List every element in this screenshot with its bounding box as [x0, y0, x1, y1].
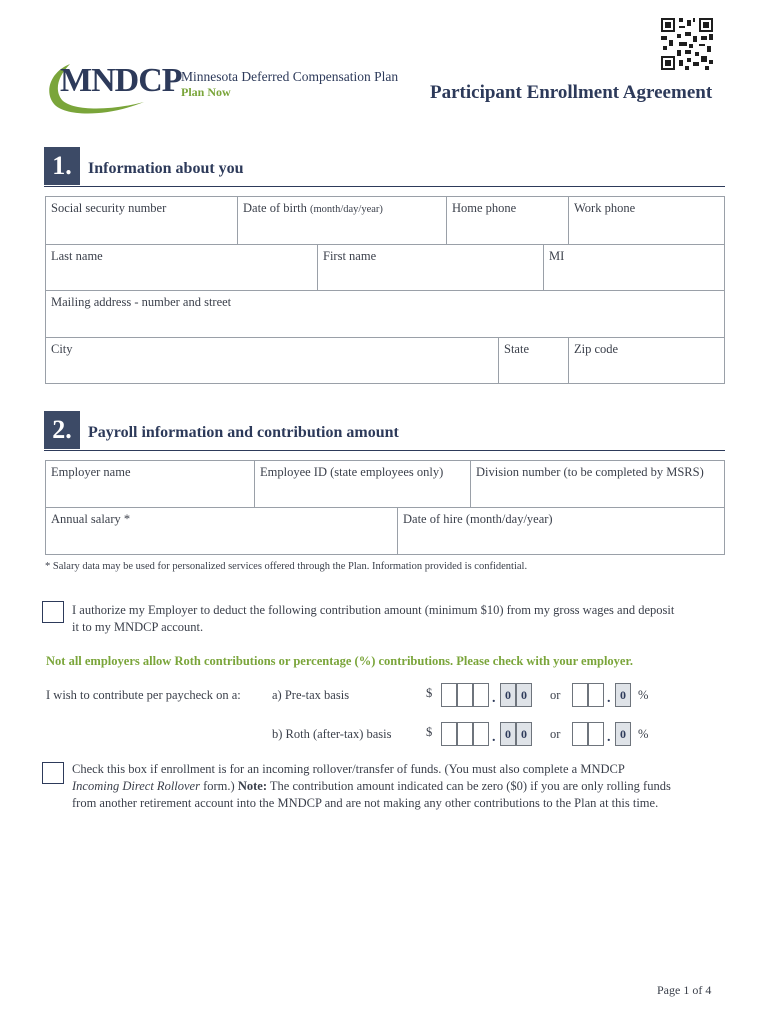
authorize-checkbox[interactable] — [42, 601, 64, 623]
date-of-hire-field[interactable] — [397, 508, 724, 554]
rollover-text — [72, 761, 671, 812]
section-title: Information about you — [88, 160, 244, 177]
rollover-line — [72, 778, 671, 795]
roth-percent-digit[interactable] — [572, 722, 588, 746]
grid-row — [46, 245, 724, 291]
decimal-point: . — [492, 691, 496, 706]
field-label: Employer name — [51, 465, 131, 479]
grid-row — [46, 338, 724, 383]
pretax-dollar-digit[interactable] — [457, 683, 473, 707]
pretax-dollar-digit[interactable] — [473, 683, 489, 707]
section-title: Payroll information and contribution amount — [88, 424, 399, 441]
grid-row — [46, 197, 724, 245]
authorize-text — [72, 602, 674, 636]
mailing-address-field[interactable] — [46, 291, 724, 337]
pretax-percent-digit[interactable] — [588, 683, 604, 707]
field-label: Zip code — [574, 342, 619, 356]
rollover-line: from another retirement account into the MNDCP and are not making any other contributions to the Plan at this time. — [72, 796, 659, 810]
field-label: Date of birth — [243, 201, 307, 215]
authorize-line: I authorize my Employer to deduct the following contribution amount (minimum $10) from my gross wages and deposit — [72, 603, 675, 617]
or-label: or — [550, 688, 561, 702]
decimal-point: . — [492, 730, 496, 745]
rollover-checkbox[interactable] — [42, 762, 64, 784]
percent-sign: % — [638, 727, 649, 741]
work-phone-field[interactable] — [568, 197, 724, 244]
annual-salary-field[interactable] — [46, 508, 397, 554]
field-label: Mailing address - number and street — [51, 295, 232, 309]
section-number: 1. — [44, 147, 80, 185]
field-label: Social security number — [51, 201, 167, 215]
percent-sign: % — [638, 688, 649, 702]
mi-field[interactable] — [543, 245, 724, 290]
first-name-field[interactable] — [317, 245, 543, 290]
rollover-text-fragment: form.) — [199, 779, 238, 793]
section-2-header — [44, 411, 725, 451]
roth-percent-decimal: 0 — [615, 722, 631, 746]
field-hint: (month/day/year) — [310, 204, 383, 215]
contribute-label: I wish to contribute per paycheck on a: — [46, 688, 241, 702]
roth-cents-digit: 0 — [500, 722, 516, 746]
decimal-point: . — [607, 691, 611, 706]
last-name-field[interactable] — [46, 245, 317, 290]
field-label: Date of hire (month/day/year) — [403, 512, 553, 526]
field-label: Last name — [51, 249, 103, 263]
city-field[interactable] — [46, 338, 498, 383]
logo-wordmark: MNDCP — [60, 62, 182, 99]
salary-footnote: * Salary data may be used for personalized services offered through the Plan. Information provided is confidential. — [45, 561, 528, 572]
pretax-percent-decimal: 0 — [615, 683, 631, 707]
note-label: Note: — [237, 779, 267, 793]
logo-plan-name: Minnesota Deferred Compensation Plan — [181, 69, 399, 84]
division-number-field[interactable] — [470, 461, 724, 507]
dollar-sign: $ — [426, 686, 433, 700]
authorize-line: it to my MNDCP account. — [72, 620, 204, 634]
field-label: Work phone — [574, 201, 636, 215]
section-1-header — [44, 147, 725, 187]
personal-info-grid — [45, 196, 725, 384]
rollover-line: Check this box if enrollment is for an incoming rollover/transfer of funds. (You must also complete a MNDCP — [72, 762, 625, 776]
field-label: First name — [323, 249, 377, 263]
roth-dollar-digit[interactable] — [473, 722, 489, 746]
rollover-form-name: Incoming Direct Rollover — [72, 779, 200, 793]
grid-row — [46, 461, 724, 508]
zip-field[interactable] — [568, 338, 724, 383]
page-number: Page 1 of 4 — [657, 983, 712, 997]
field-label: Annual salary * — [51, 512, 131, 526]
roth-label: b) Roth (after-tax) basis — [272, 727, 392, 741]
home-phone-field[interactable] — [446, 197, 568, 244]
pretax-label: a) Pre-tax basis — [272, 688, 350, 702]
roth-dollar-digit[interactable] — [457, 722, 473, 746]
dollar-sign: $ — [426, 725, 433, 739]
logo-tagline: Plan Now — [181, 85, 231, 99]
payroll-info-grid — [45, 460, 725, 555]
field-label: City — [51, 342, 73, 356]
grid-row — [46, 508, 724, 554]
roth-percent-digit[interactable] — [588, 722, 604, 746]
pretax-cents-digit: 0 — [500, 683, 516, 707]
mndcp-logo — [44, 58, 404, 122]
or-label: or — [550, 727, 561, 741]
roth-dollar-digit[interactable] — [441, 722, 457, 746]
roth-notice: Not all employers allow Roth contributions or percentage (%) contributions. Please check with your employer. — [46, 654, 633, 668]
grid-row — [46, 291, 724, 338]
state-field[interactable] — [498, 338, 568, 383]
employer-name-field[interactable] — [46, 461, 254, 507]
field-label: Home phone — [452, 201, 517, 215]
employee-id-field[interactable] — [254, 461, 470, 507]
pretax-percent-digit[interactable] — [572, 683, 588, 707]
pretax-cents-digit: 0 — [516, 683, 532, 707]
dob-field[interactable] — [237, 197, 446, 244]
roth-cents-digit: 0 — [516, 722, 532, 746]
field-label: State — [504, 342, 529, 356]
field-label: Division number (to be completed by MSRS) — [476, 465, 704, 479]
decimal-point: . — [607, 730, 611, 745]
pretax-dollar-digit[interactable] — [441, 683, 457, 707]
qr-code — [661, 18, 713, 70]
section-number: 2. — [44, 411, 80, 449]
field-label: MI — [549, 249, 565, 263]
rollover-text-fragment: The contribution amount indicated can be zero ($0) if you are only rolling funds — [266, 779, 671, 793]
ssn-field[interactable] — [46, 197, 237, 244]
field-label: Employee ID (state employees only) — [260, 465, 444, 479]
page-title: Participant Enrollment Agreement — [430, 82, 713, 103]
